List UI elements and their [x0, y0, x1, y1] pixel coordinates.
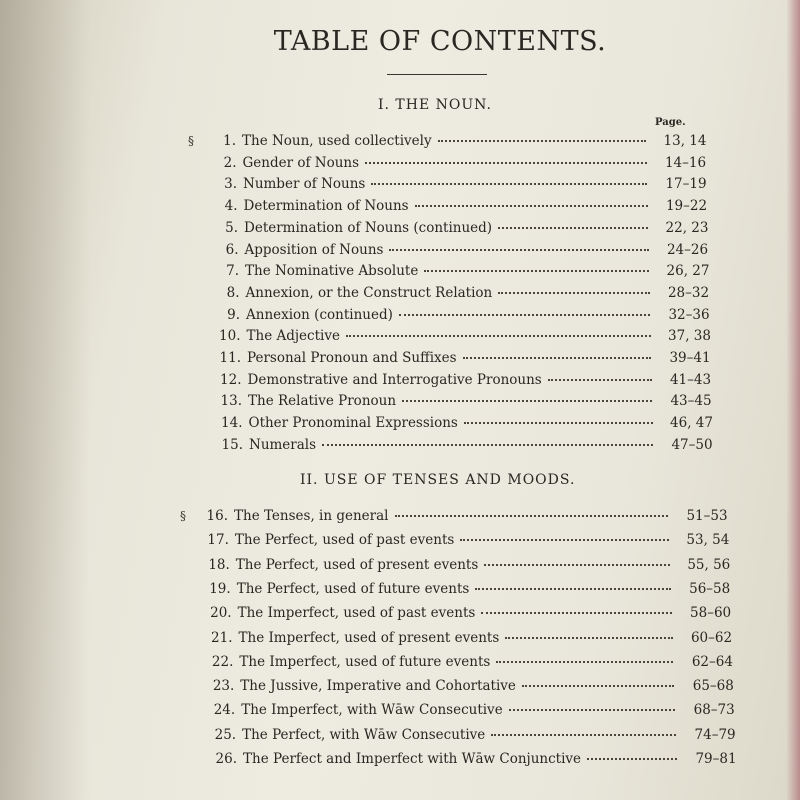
- dot-leader: [371, 183, 647, 185]
- entry-title: The Perfect and Imperfect with Wāw Conjunctive: [243, 751, 582, 767]
- entry-title: The Perfect, used of future events: [236, 580, 470, 597]
- toc-entry: [193, 350, 723, 370]
- toc-entry: [180, 508, 740, 528]
- toc-entry: [191, 263, 721, 283]
- entry-number: 8.: [226, 284, 240, 301]
- entry-number: 23.: [212, 678, 235, 695]
- entry-number: 25.: [214, 726, 237, 743]
- toc-entry: [184, 605, 744, 625]
- entry-pages: 53, 54: [686, 532, 730, 549]
- toc-entry: [191, 242, 721, 262]
- section-mark: §: [188, 134, 194, 148]
- entry-title: Demonstrative and Interrogative Pronouns: [247, 371, 542, 388]
- entry-title: The Perfect, used of present events: [235, 556, 479, 573]
- entry-title: Determination of Nouns (continued): [244, 219, 493, 236]
- entry-number: 11.: [219, 350, 241, 366]
- toc-entry: [190, 220, 720, 240]
- dot-leader: [438, 140, 646, 142]
- entry-title: The Perfect, with Wāw Consecutive: [242, 726, 486, 743]
- entry-pages: 46, 47: [670, 415, 713, 432]
- entry-pages: 58–60: [690, 605, 732, 622]
- entry-pages: 74–79: [694, 726, 736, 743]
- toc-entry: [189, 176, 719, 196]
- dot-leader: [522, 685, 674, 687]
- toc-entry: [182, 557, 742, 577]
- entry-pages: 65–68: [692, 678, 734, 695]
- entry-title: Apposition of Nouns: [244, 241, 384, 258]
- entry-number: 26.: [215, 751, 237, 767]
- toc-entry: [192, 307, 722, 327]
- entry-title: Numerals: [249, 436, 317, 453]
- entry-title: The Imperfect, with Wāw Consecutive: [241, 702, 503, 719]
- entry-number: 24.: [213, 702, 236, 719]
- toc-entry: [188, 727, 748, 747]
- toc-entry: [185, 654, 745, 674]
- entry-number: 18.: [208, 556, 230, 573]
- toc-entry: [188, 133, 718, 153]
- dot-leader: [481, 612, 671, 614]
- entry-title: Gender of Nouns: [242, 154, 360, 171]
- page-title: TABLE OF CONTENTS.: [273, 26, 607, 57]
- section-mark: §: [180, 509, 186, 523]
- entry-number: 4.: [224, 198, 238, 215]
- entry-number: 5.: [225, 219, 238, 236]
- dot-leader: [399, 314, 650, 316]
- toc-entry: [195, 437, 725, 457]
- entry-number: 21.: [211, 629, 233, 646]
- entry-pages: 68–73: [693, 702, 735, 719]
- toc-entry: [183, 581, 743, 601]
- entry-pages: 14–16: [664, 154, 707, 171]
- entry-pages: 55, 56: [687, 556, 731, 573]
- entry-title: Annexion (continued): [246, 306, 393, 323]
- entry-pages: 43–45: [670, 393, 712, 410]
- entry-pages: 60–62: [690, 629, 733, 646]
- entry-title: The Imperfect, used of future events: [239, 653, 491, 670]
- dot-leader: [491, 734, 676, 736]
- dot-leader: [587, 758, 677, 760]
- toc-entry: [194, 372, 724, 392]
- dot-leader: [464, 422, 653, 424]
- toc-entry: [189, 155, 719, 175]
- entry-number: 22.: [211, 653, 234, 670]
- dot-leader: [498, 292, 649, 294]
- dot-leader: [475, 588, 670, 590]
- entry-title: Determination of Nouns: [243, 198, 409, 215]
- toc-entry: [189, 751, 749, 771]
- dot-leader: [322, 444, 653, 446]
- dot-leader: [548, 379, 652, 381]
- section-heading-tenses: II. USE OF TENSES AND MOODS.: [300, 472, 576, 488]
- entry-number: 6.: [225, 241, 239, 258]
- dot-leader: [498, 227, 648, 229]
- entry-title: The Tenses, in general: [234, 508, 389, 524]
- section-heading-noun: I. THE NOUN.: [378, 97, 492, 113]
- entry-title: The Perfect, used of past events: [234, 532, 455, 549]
- dot-leader: [395, 515, 669, 517]
- entry-number: 20.: [210, 605, 232, 622]
- entry-pages: 79–81: [695, 751, 737, 767]
- entry-number: 13.: [220, 393, 242, 410]
- entry-pages: 47–50: [671, 436, 713, 453]
- toc-entry: [186, 678, 746, 698]
- entry-number: 2.: [223, 154, 237, 171]
- dot-leader: [484, 564, 670, 566]
- entry-title: The Imperfect, used of past events: [237, 605, 476, 622]
- entry-title: Personal Pronoun and Suffixes: [247, 350, 457, 366]
- entry-title: The Noun, used collectively: [242, 133, 432, 149]
- entry-title: Number of Nouns: [243, 176, 366, 193]
- dot-leader: [402, 400, 652, 402]
- entry-title: Other Pronominal Expressions: [248, 415, 458, 432]
- entry-pages: 41–43: [669, 371, 712, 388]
- entry-title: The Nominative Absolute: [245, 263, 419, 280]
- entry-title: The Adjective: [246, 328, 340, 345]
- entry-number: 10.: [219, 328, 241, 345]
- entry-pages: 32–36: [668, 306, 710, 323]
- entry-number: 19.: [209, 580, 231, 597]
- entry-pages: 37, 38: [668, 328, 711, 345]
- entry-pages: 62–64: [691, 653, 733, 670]
- entry-number: 7.: [226, 263, 239, 280]
- entry-pages: 19–22: [665, 198, 708, 215]
- entry-number: 14.: [221, 415, 243, 432]
- entry-pages: 28–32: [667, 284, 710, 301]
- dot-leader: [424, 270, 649, 272]
- dot-leader: [460, 539, 669, 541]
- entry-number: 3.: [224, 176, 237, 193]
- dot-leader: [365, 162, 646, 164]
- dot-leader: [496, 661, 673, 663]
- entry-pages: 24–26: [666, 241, 709, 258]
- toc-entry: [195, 415, 725, 435]
- entry-title: The Relative Pronoun: [248, 393, 397, 410]
- toc-entry: [187, 702, 747, 722]
- entry-pages: 22, 23: [665, 219, 709, 236]
- toc-entry: [194, 393, 724, 413]
- dot-leader: [389, 249, 648, 251]
- entry-pages: 51–53: [686, 508, 728, 524]
- dot-leader: [346, 335, 651, 337]
- toc-entry: [181, 532, 741, 552]
- dot-leader: [415, 205, 648, 207]
- dot-leader: [463, 357, 651, 359]
- dot-leader: [509, 709, 676, 711]
- entry-pages: 26, 27: [666, 263, 710, 280]
- toc-entry: [193, 328, 723, 348]
- toc-entry: [190, 198, 720, 218]
- entry-number: 12.: [220, 371, 242, 388]
- entry-pages: 56–58: [689, 580, 731, 597]
- page-column-label: Page.: [655, 117, 686, 128]
- toc-entry: [192, 285, 722, 305]
- entry-pages: 17–19: [665, 176, 707, 193]
- entry-number: 9.: [227, 306, 240, 323]
- entry-number: 1.: [223, 133, 236, 149]
- entry-number: 15.: [221, 436, 243, 453]
- entry-pages: 13, 14: [663, 133, 707, 149]
- dot-leader: [505, 637, 672, 639]
- entry-pages: 39–41: [669, 350, 711, 366]
- entry-number: 16.: [206, 508, 228, 524]
- entry-title: The Jussive, Imperative and Cohortative: [240, 678, 516, 695]
- toc-entry: [185, 630, 745, 650]
- entry-title: The Imperfect, used of present events: [238, 629, 500, 646]
- entry-title: Annexion, or the Construct Relation: [245, 284, 493, 301]
- entry-number: 17.: [207, 532, 229, 549]
